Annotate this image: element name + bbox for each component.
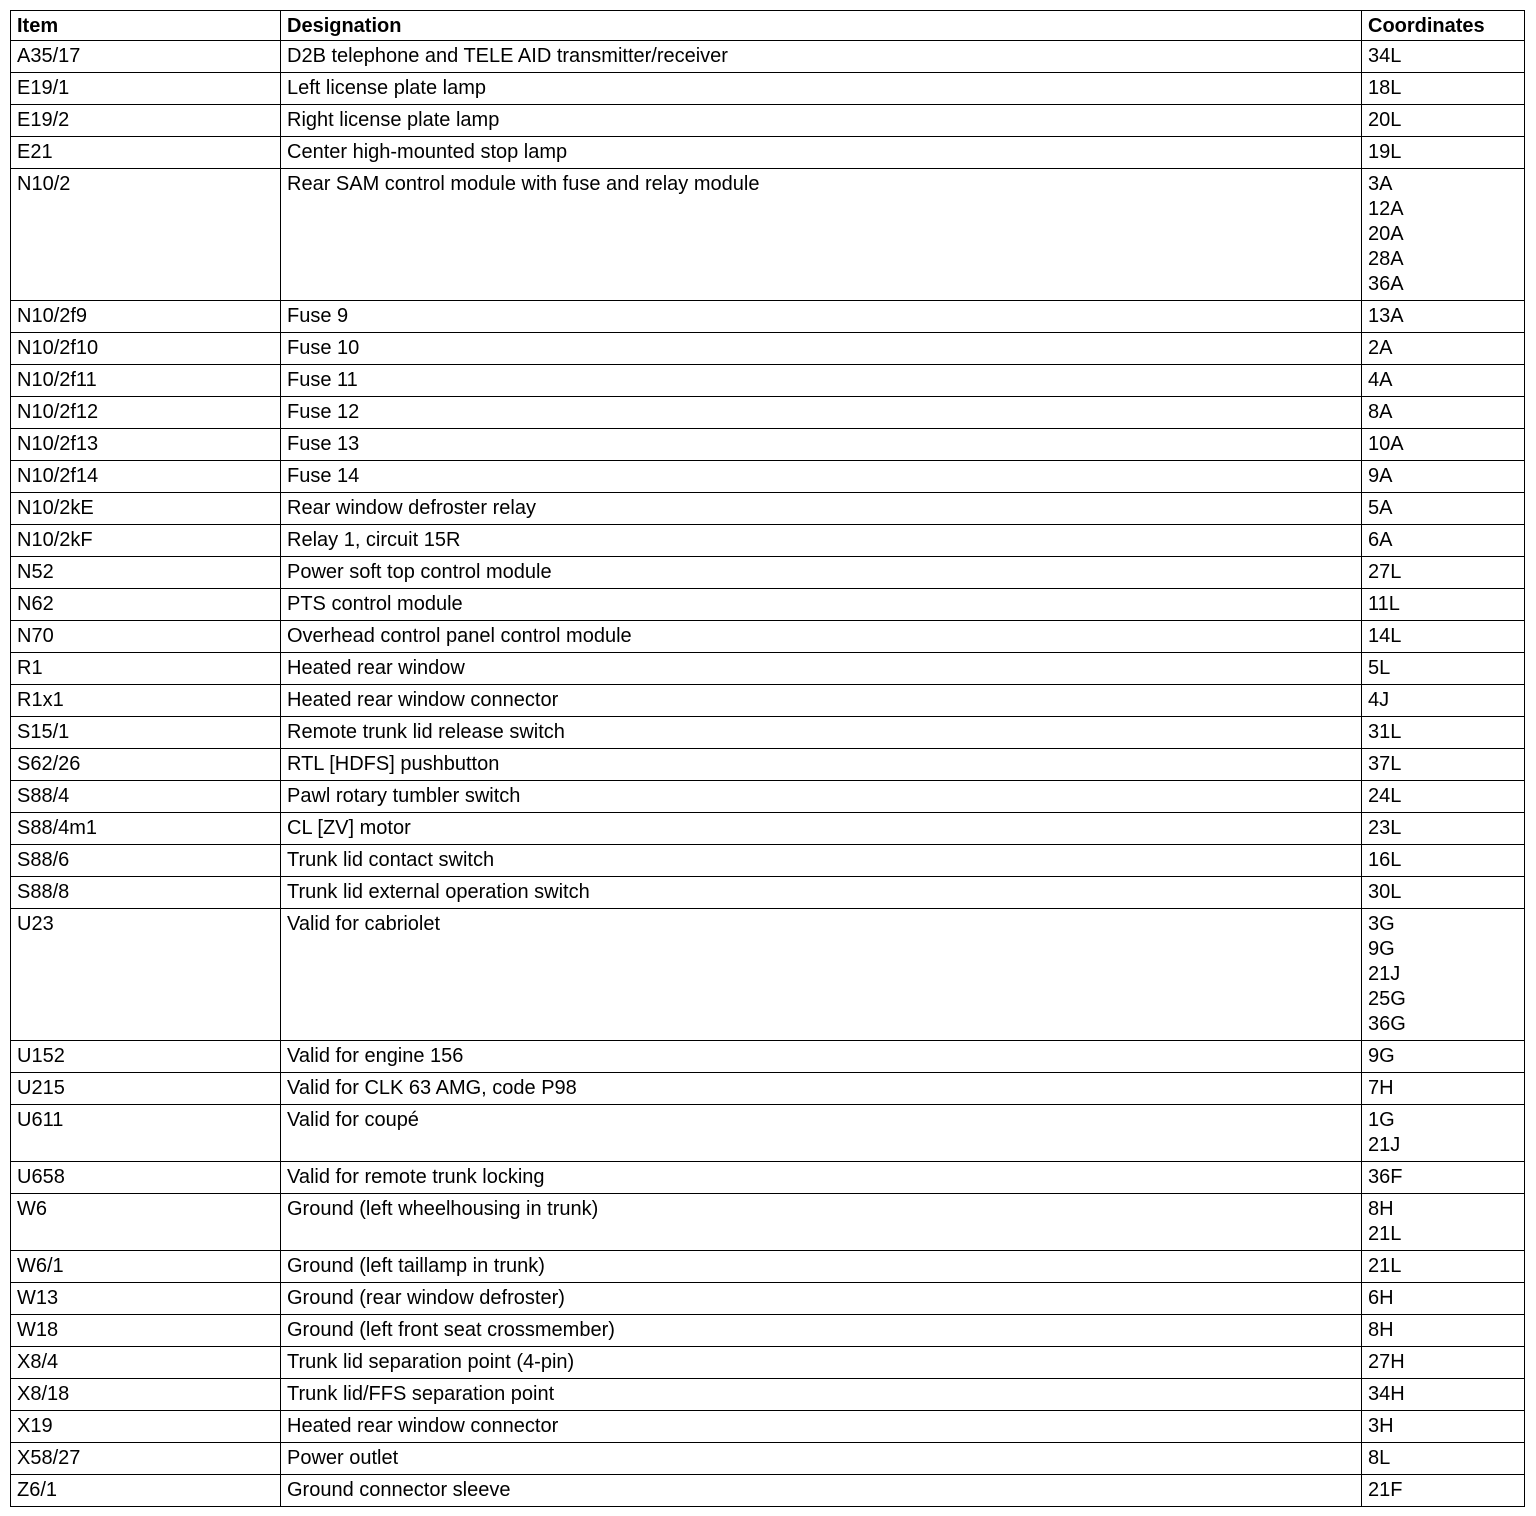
- designation-cell: Heated rear window connector: [281, 685, 1362, 717]
- coordinates-cell: [1362, 1411, 1525, 1443]
- table-row: [11, 461, 1525, 493]
- table-row: [11, 1315, 1525, 1347]
- coordinates-cell: [1362, 717, 1525, 749]
- coordinates-cell: [1362, 333, 1525, 365]
- coordinate-value: 19L: [1368, 141, 1402, 163]
- coordinate-value: 36F: [1368, 1166, 1403, 1188]
- coordinate-value: 9G: [1368, 1045, 1395, 1067]
- coordinates-cell: [1362, 365, 1525, 397]
- item-cell: N10/2f10: [11, 333, 281, 365]
- designation-cell: D2B telephone and TELE AID transmitter/receiver: [281, 41, 1362, 73]
- header-row: [11, 11, 1525, 41]
- coordinate-value: 2A: [1368, 337, 1393, 359]
- designation-cell: Power outlet: [281, 1443, 1362, 1475]
- table-row: [11, 301, 1525, 333]
- coordinate-value: 3A: [1368, 173, 1393, 195]
- item-cell: S62/26: [11, 749, 281, 781]
- table-row: [11, 1105, 1525, 1162]
- coordinate-value: 11L: [1368, 593, 1400, 615]
- designation-cell: Trunk lid/FFS separation point: [281, 1379, 1362, 1411]
- coordinate-value: 4A: [1368, 369, 1393, 391]
- item-cell: U658: [11, 1162, 281, 1194]
- coordinates-cell: [1362, 397, 1525, 429]
- item-cell: U215: [11, 1073, 281, 1105]
- designation-cell: Heated rear window: [281, 653, 1362, 685]
- table-row: [11, 749, 1525, 781]
- table-row: [11, 525, 1525, 557]
- item-cell: N10/2f14: [11, 461, 281, 493]
- table-row: [11, 333, 1525, 365]
- coordinate-value: 37L: [1368, 753, 1402, 775]
- coordinate-value: 3H: [1368, 1415, 1394, 1437]
- designation-cell: Fuse 11: [281, 365, 1362, 397]
- item-cell: N52: [11, 557, 281, 589]
- table-row: [11, 1162, 1525, 1194]
- table-row: [11, 1411, 1525, 1443]
- coordinate-value: 8A: [1368, 401, 1393, 423]
- item-cell: S88/4m1: [11, 813, 281, 845]
- item-cell: S88/6: [11, 845, 281, 877]
- coordinate-value: 6A: [1368, 529, 1393, 551]
- table-body: [11, 41, 1525, 1507]
- item-cell: N62: [11, 589, 281, 621]
- coordinate-value: 31L: [1368, 721, 1402, 743]
- designation-cell: Trunk lid external operation switch: [281, 877, 1362, 909]
- table-row: [11, 1073, 1525, 1105]
- coordinates-cell: [1362, 1347, 1525, 1379]
- table-row: [11, 429, 1525, 461]
- item-cell: X8/4: [11, 1347, 281, 1379]
- item-cell: X8/18: [11, 1379, 281, 1411]
- coordinate-value: 4J: [1368, 689, 1390, 711]
- table-row: [11, 1443, 1525, 1475]
- table-row: [11, 1283, 1525, 1315]
- designation-cell: Ground (left front seat crossmember): [281, 1315, 1362, 1347]
- coordinates-cell: [1362, 813, 1525, 845]
- coordinate-value: 12A: [1368, 198, 1404, 220]
- item-cell: R1x1: [11, 685, 281, 717]
- coordinate-value: 36A: [1368, 273, 1404, 295]
- item-cell: X19: [11, 1411, 281, 1443]
- designation-cell: RTL [HDFS] pushbutton: [281, 749, 1362, 781]
- coordinate-value: 9A: [1368, 465, 1393, 487]
- coordinates-cell: [1362, 1162, 1525, 1194]
- table-row: [11, 845, 1525, 877]
- coordinate-value: 8H: [1368, 1319, 1394, 1341]
- coordinates-cell: [1362, 493, 1525, 525]
- table-row: [11, 41, 1525, 73]
- designation-cell: Overhead control panel control module: [281, 621, 1362, 653]
- coordinates-cell: [1362, 1283, 1525, 1315]
- coordinates-cell: [1362, 1105, 1525, 1162]
- table-row: [11, 493, 1525, 525]
- table-row: [11, 1347, 1525, 1379]
- coordinate-value: 27L: [1368, 561, 1402, 583]
- coordinates-cell: [1362, 557, 1525, 589]
- item-cell: W13: [11, 1283, 281, 1315]
- coordinates-cell: [1362, 525, 1525, 557]
- designation-cell: Relay 1, circuit 15R: [281, 525, 1362, 557]
- item-cell: X58/27: [11, 1443, 281, 1475]
- coordinate-value: 18L: [1368, 77, 1402, 99]
- coordinate-value: 20A: [1368, 223, 1404, 245]
- coordinates-cell: [1362, 169, 1525, 301]
- table-row: [11, 781, 1525, 813]
- coordinates-cell: [1362, 1443, 1525, 1475]
- coordinates-cell: [1362, 1379, 1525, 1411]
- table-row: [11, 877, 1525, 909]
- item-cell: S88/8: [11, 877, 281, 909]
- designation-cell: Rear SAM control module with fuse and relay module: [281, 169, 1362, 301]
- coordinates-cell: [1362, 1041, 1525, 1073]
- coordinates-cell: [1362, 589, 1525, 621]
- item-cell: S88/4: [11, 781, 281, 813]
- table-row: [11, 909, 1525, 1041]
- item-cell: S15/1: [11, 717, 281, 749]
- coordinates-cell: [1362, 105, 1525, 137]
- coordinate-value: 5A: [1368, 497, 1393, 519]
- item-cell: A35/17: [11, 41, 281, 73]
- designation-cell: Ground connector sleeve: [281, 1475, 1362, 1507]
- header-coordinates: Coordinates: [1362, 11, 1525, 41]
- coordinate-value: 25G: [1368, 988, 1406, 1010]
- coordinate-value: 13A: [1368, 305, 1404, 327]
- designation-cell: Right license plate lamp: [281, 105, 1362, 137]
- coordinate-value: 21J: [1368, 1134, 1401, 1156]
- designation-cell: Ground (left taillamp in trunk): [281, 1251, 1362, 1283]
- coordinate-value: 24L: [1368, 785, 1402, 807]
- coordinates-cell: [1362, 429, 1525, 461]
- designation-cell: Ground (rear window defroster): [281, 1283, 1362, 1315]
- designation-cell: Fuse 13: [281, 429, 1362, 461]
- designation-cell: Fuse 12: [281, 397, 1362, 429]
- item-cell: Z6/1: [11, 1475, 281, 1507]
- table-row: [11, 1251, 1525, 1283]
- item-cell: U152: [11, 1041, 281, 1073]
- designation-cell: Valid for remote trunk locking: [281, 1162, 1362, 1194]
- designation-cell: Power soft top control module: [281, 557, 1362, 589]
- coordinate-value: 30L: [1368, 881, 1402, 903]
- coordinate-value: 8L: [1368, 1447, 1391, 1469]
- item-cell: N70: [11, 621, 281, 653]
- coordinate-value: 20L: [1368, 109, 1402, 131]
- table-row: [11, 169, 1525, 301]
- table-row: [11, 621, 1525, 653]
- coordinates-cell: [1362, 1251, 1525, 1283]
- table-row: [11, 1041, 1525, 1073]
- coordinates-cell: [1362, 781, 1525, 813]
- coordinate-value: 21L: [1368, 1255, 1402, 1277]
- coordinate-value: 21J: [1368, 963, 1401, 985]
- table-row: [11, 1379, 1525, 1411]
- item-cell: E19/2: [11, 105, 281, 137]
- item-cell: N10/2f13: [11, 429, 281, 461]
- table-row: [11, 73, 1525, 105]
- coordinate-value: 34H: [1368, 1383, 1405, 1405]
- designation-cell: Pawl rotary tumbler switch: [281, 781, 1362, 813]
- item-cell: N10/2: [11, 169, 281, 301]
- coordinates-cell: [1362, 1073, 1525, 1105]
- item-cell: W18: [11, 1315, 281, 1347]
- designation-cell: Ground (left wheelhousing in trunk): [281, 1194, 1362, 1251]
- coordinates-cell: [1362, 73, 1525, 105]
- table-header: [11, 11, 1525, 41]
- coordinate-value: 36G: [1368, 1013, 1406, 1035]
- item-cell: N10/2kF: [11, 525, 281, 557]
- coordinate-value: 10A: [1368, 433, 1404, 455]
- coordinate-value: 34L: [1368, 45, 1402, 67]
- designation-cell: Valid for coupé: [281, 1105, 1362, 1162]
- coordinates-cell: [1362, 621, 1525, 653]
- table-row: [11, 589, 1525, 621]
- table-row: [11, 137, 1525, 169]
- coordinates-cell: [1362, 461, 1525, 493]
- item-cell: E19/1: [11, 73, 281, 105]
- coordinate-value: 3G: [1368, 913, 1395, 935]
- coordinates-cell: [1362, 41, 1525, 73]
- designation-cell: Valid for engine 156: [281, 1041, 1362, 1073]
- item-cell: N10/2f11: [11, 365, 281, 397]
- designation-cell: Heated rear window connector: [281, 1411, 1362, 1443]
- table-row: [11, 717, 1525, 749]
- item-cell: U23: [11, 909, 281, 1041]
- designation-cell: Center high-mounted stop lamp: [281, 137, 1362, 169]
- table-row: [11, 1475, 1525, 1507]
- designation-cell: CL [ZV] motor: [281, 813, 1362, 845]
- coordinate-value: 21F: [1368, 1479, 1403, 1501]
- designation-cell: Trunk lid separation point (4-pin): [281, 1347, 1362, 1379]
- coordinates-cell: [1362, 909, 1525, 1041]
- coordinates-cell: [1362, 685, 1525, 717]
- item-cell: U611: [11, 1105, 281, 1162]
- coordinate-value: 7H: [1368, 1077, 1394, 1099]
- item-cell: W6: [11, 1194, 281, 1251]
- coordinate-value: 1G: [1368, 1109, 1395, 1131]
- coordinate-value: 23L: [1368, 817, 1402, 839]
- coordinate-value: 8H: [1368, 1198, 1394, 1220]
- coordinate-value: 27H: [1368, 1351, 1405, 1373]
- coordinate-value: 6H: [1368, 1287, 1394, 1309]
- component-legend-table: [10, 10, 1525, 1507]
- item-cell: N10/2kE: [11, 493, 281, 525]
- designation-cell: Fuse 14: [281, 461, 1362, 493]
- designation-cell: Rear window defroster relay: [281, 493, 1362, 525]
- item-cell: R1: [11, 653, 281, 685]
- item-cell: N10/2f9: [11, 301, 281, 333]
- table-row: [11, 813, 1525, 845]
- designation-cell: Valid for cabriolet: [281, 909, 1362, 1041]
- coordinates-cell: [1362, 749, 1525, 781]
- designation-cell: Fuse 9: [281, 301, 1362, 333]
- item-cell: W6/1: [11, 1251, 281, 1283]
- designation-cell: Valid for CLK 63 AMG, code P98: [281, 1073, 1362, 1105]
- item-cell: N10/2f12: [11, 397, 281, 429]
- designation-cell: Trunk lid contact switch: [281, 845, 1362, 877]
- designation-cell: Left license plate lamp: [281, 73, 1362, 105]
- coordinates-cell: [1362, 1315, 1525, 1347]
- designation-cell: Remote trunk lid release switch: [281, 717, 1362, 749]
- coordinates-cell: [1362, 301, 1525, 333]
- coordinate-value: 9G: [1368, 938, 1395, 960]
- item-cell: E21: [11, 137, 281, 169]
- coordinate-value: 5L: [1368, 657, 1391, 679]
- table-row: [11, 685, 1525, 717]
- table-row: [11, 1194, 1525, 1251]
- coordinates-cell: [1362, 1475, 1525, 1507]
- table-row: [11, 365, 1525, 397]
- coordinate-value: 28A: [1368, 248, 1404, 270]
- coordinate-value: 21L: [1368, 1223, 1402, 1245]
- coordinate-value: 16L: [1368, 849, 1402, 871]
- header-item: Item: [11, 11, 281, 41]
- coordinates-cell: [1362, 845, 1525, 877]
- coordinates-cell: [1362, 877, 1525, 909]
- header-designation: Designation: [281, 11, 1362, 41]
- table-row: [11, 397, 1525, 429]
- table-row: [11, 557, 1525, 589]
- coordinates-cell: [1362, 137, 1525, 169]
- designation-cell: PTS control module: [281, 589, 1362, 621]
- coordinate-value: 14L: [1368, 625, 1402, 647]
- designation-cell: Fuse 10: [281, 333, 1362, 365]
- table-row: [11, 105, 1525, 137]
- coordinates-cell: [1362, 653, 1525, 685]
- coordinates-cell: [1362, 1194, 1525, 1251]
- table-row: [11, 653, 1525, 685]
